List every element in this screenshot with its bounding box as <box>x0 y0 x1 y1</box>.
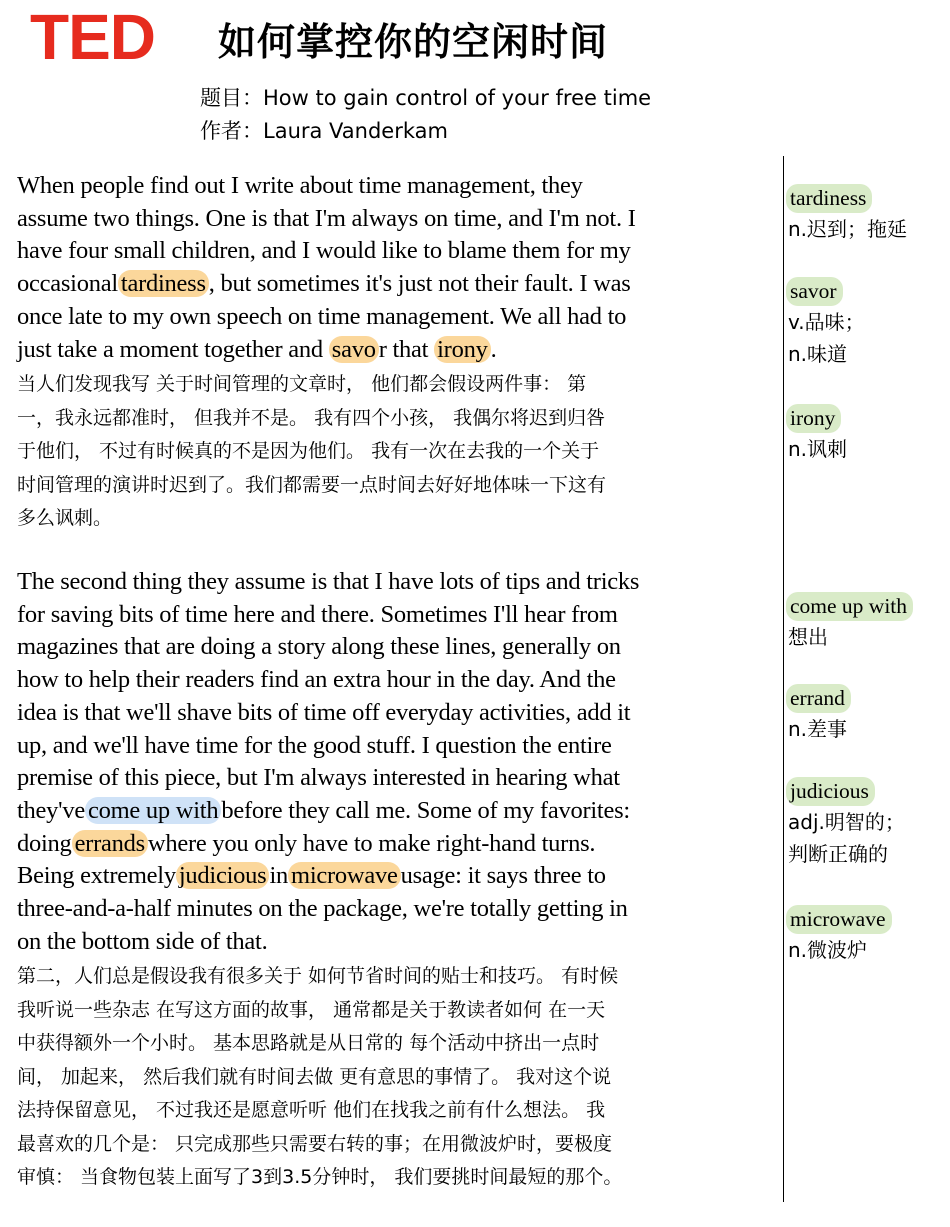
text-line: idea is that we'll shave bits of time off everyday activities, add it <box>17 698 631 726</box>
text-fragment: occasional <box>17 270 118 298</box>
text-line: 时间管理的演讲时迟到了。我们都需要一点时间去好好地体味一下这有 <box>17 473 607 496</box>
paragraph-2-chinese <box>17 960 767 1195</box>
highlight-tardiness: tardiness <box>118 270 209 297</box>
text-line: 审慎： 当食物包装上面写了3到3.5分钟时， 我们要挑时间最短的那个。 <box>17 1166 623 1189</box>
text-line: for saving bits of time here and there. Sometimes I'll hear from <box>17 600 618 628</box>
vocab-term: come up with <box>786 592 913 621</box>
highlight-judicious: judicious <box>176 862 270 889</box>
text-line: on the bottom side of that. <box>17 927 268 955</box>
text-line: assume two things. One is that I'm always on time, and I'm not. I <box>17 204 636 232</box>
vocab-definition: 判断正确的 <box>788 842 888 866</box>
vocab-term: savor <box>786 277 843 306</box>
highlight-savor: savo <box>329 336 379 363</box>
author-label: 作者： <box>200 119 263 143</box>
vocab-definition: adj.明智的； <box>788 810 905 834</box>
text-line: 法持保留意见， 不过我还是愿意听听 他们在找我之前有什么想法。 我 <box>17 1099 606 1122</box>
text-fragment: Being extremely <box>17 862 176 890</box>
text-line: 多么讽刺。 <box>17 507 113 530</box>
vocab-entry-irony <box>786 404 950 465</box>
text-line: 我听说一些杂志 在写这方面的故事， 通常都是关于教读者如何 在一天 <box>17 998 606 1021</box>
text-line: The second thing they assume is that I have lots of tips and tricks <box>17 568 640 595</box>
talk-topic: How to gain control of your free time <box>263 86 652 110</box>
ted-logo: TED <box>30 1 155 73</box>
text-fragment: in <box>269 862 289 890</box>
talk-author-line <box>200 115 448 147</box>
text-fragment: usage: it says three to <box>400 862 606 890</box>
vocab-term: errand <box>786 684 851 713</box>
text-line: up, and we'll have time for the good stuff. I question the entire <box>17 731 612 759</box>
vocab-term: tardiness <box>786 184 872 213</box>
text-line: 于他们， 不过有时候真的不是因为他们。 我有一次在去我的一个关于 <box>17 440 600 463</box>
highlight-irony: irony <box>434 336 490 363</box>
text-line: once late to my own speech on time management. We all had to <box>17 302 627 330</box>
text-fragment: they've <box>17 796 85 824</box>
text-line <box>17 795 767 828</box>
text-fragment: where you only have to make right-hand turns. <box>147 829 596 857</box>
paragraph-2-english <box>17 566 767 958</box>
paragraph-1 <box>17 170 767 536</box>
vocab-definition: n.差事 <box>788 717 848 741</box>
column-divider <box>783 156 784 1202</box>
text-fragment: r that <box>378 335 429 363</box>
text-line: magazines that are doing a story along these lines, generally on <box>17 633 621 661</box>
text-line: 一，我永远都准时， 但我并不是。 我有四个小孩， 我偶尔将迟到归咎 <box>17 406 606 429</box>
text-fragment: , but sometimes it's just not their fault. I was <box>208 270 631 298</box>
paragraph-2 <box>17 566 767 1195</box>
text-line: 第二，人们总是假设我有很多关于 如何节省时间的贴士和技巧。 有时候 <box>17 965 619 988</box>
text-line: 中获得额外一个小时。 基本思路就是从日常的 每个活动中挤出一点时 <box>17 1032 600 1055</box>
text-line <box>17 334 767 367</box>
talk-topic-line <box>200 82 651 114</box>
vocab-entry-tardiness <box>786 184 950 245</box>
vocab-definition: n.迟到；拖延 <box>788 217 908 241</box>
vocab-definition: n.微波炉 <box>788 938 868 962</box>
vocab-entry-savor <box>786 277 950 370</box>
text-line <box>17 828 767 861</box>
text-line: When people find out I write about time management, they <box>17 172 583 199</box>
paragraph-1-chinese <box>17 368 767 536</box>
text-fragment: . <box>490 335 497 363</box>
vocab-entry-errand <box>786 684 950 745</box>
vocab-entry-judicious <box>786 777 950 870</box>
text-line: how to help their readers find an extra hour in the day. And the <box>17 666 616 694</box>
text-line: 间， 加起来， 然后我们就有时间去做 更有意思的事情了。 我对这个说 <box>17 1065 612 1088</box>
highlight-errands: errands <box>72 830 148 857</box>
text-line: premise of this piece, but I'm always interested in hearing what <box>17 764 620 792</box>
text-fragment: doing <box>17 829 72 857</box>
vocab-term: irony <box>786 404 841 433</box>
vocab-definition: 想出 <box>788 625 828 649</box>
text-line: have four small children, and I would like to blame them for my <box>17 237 631 265</box>
highlight-microwave: microwave <box>288 862 401 889</box>
text-line <box>17 860 767 893</box>
talk-author: Laura Vanderkam <box>263 119 448 143</box>
text-line: 最喜欢的几个是： 只完成那些只需要右转的事；在用微波炉时，要极度 <box>17 1132 613 1155</box>
vocab-definition: n.讽刺 <box>788 437 848 461</box>
text-line <box>17 268 767 301</box>
topic-label: 题目： <box>200 86 263 110</box>
page-title: 如何掌控你的空闲时间 <box>218 20 609 64</box>
highlight-come-up-with: come up with <box>85 797 221 824</box>
text-line: 当人们发现我写 关于时间管理的文章时， 他们都会假设两件事： 第 <box>17 373 587 396</box>
vocab-definition: n.味道 <box>788 342 848 366</box>
vocab-term: microwave <box>786 905 892 934</box>
text-line: three-and-a-half minutes on the package, we're totally getting in <box>17 895 628 923</box>
vocab-term: judicious <box>786 777 875 806</box>
vocab-entry-come-up-with <box>786 592 950 653</box>
text-fragment: just take a moment together and <box>17 335 323 363</box>
text-fragment: before they call me. Some of my favorites: <box>221 796 630 824</box>
vocab-entry-microwave <box>786 905 950 966</box>
vocab-definition: v.品味； <box>788 310 865 334</box>
paragraph-1-english <box>17 170 767 366</box>
